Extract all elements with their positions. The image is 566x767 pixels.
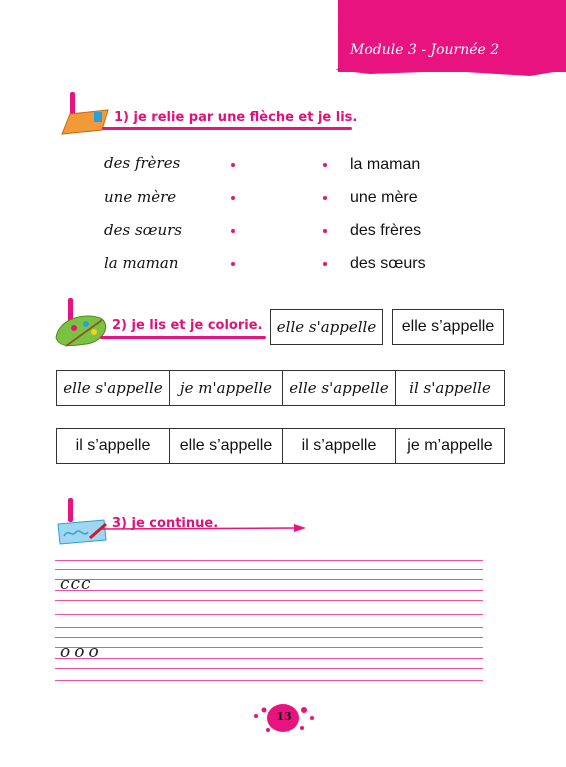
right-dot[interactable] — [323, 163, 327, 167]
section2-title: 2) je lis et je colorie. — [112, 318, 263, 333]
print-box[interactable]: il s’appelle — [56, 428, 170, 464]
notebook-icon — [58, 92, 114, 140]
left-dot[interactable] — [231, 262, 235, 266]
left-item: la maman — [104, 254, 179, 272]
right-dot[interactable] — [323, 262, 327, 266]
left-dot[interactable] — [231, 196, 235, 200]
print-box[interactable]: je m’appelle — [395, 428, 505, 464]
right-item: des sœurs — [350, 255, 426, 272]
model-ccc: ccc — [60, 574, 92, 594]
right-item: une mère — [350, 189, 418, 206]
right-item: des frères — [350, 222, 422, 239]
model-ooo: ooo — [60, 642, 103, 662]
right-dot[interactable] — [323, 229, 327, 233]
palette-icon — [52, 298, 112, 352]
example-box-cursive: elle s'appelle — [270, 309, 383, 345]
left-item: des frères — [104, 154, 181, 172]
right-item: la maman — [350, 156, 421, 173]
example-box-print: elle s’appelle — [392, 309, 504, 345]
left-item: une mère — [104, 188, 177, 206]
left-item: des sœurs — [104, 221, 183, 239]
print-box[interactable]: elle s’appelle — [169, 428, 283, 464]
cursive-box[interactable]: il s'appelle — [395, 370, 505, 406]
section1-underline — [102, 127, 352, 130]
module-title: Module 3 - Journée 2 — [350, 42, 500, 58]
arrow-icon — [100, 522, 310, 532]
cursive-box[interactable]: elle s'appelle — [56, 370, 170, 406]
right-dot[interactable] — [323, 196, 327, 200]
section1-title: 1) je relie par une flèche et je lis. — [114, 110, 358, 125]
page-number: 13 — [276, 710, 292, 723]
section3-title: 3) je continue. — [112, 516, 219, 531]
print-box[interactable]: il s’appelle — [282, 428, 396, 464]
banner-brush-edge — [330, 0, 566, 80]
cursive-box[interactable]: elle s'appelle — [282, 370, 396, 406]
cursive-box[interactable]: je m'appelle — [169, 370, 283, 406]
left-dot[interactable] — [231, 163, 235, 167]
left-dot[interactable] — [231, 229, 235, 233]
section2-underline — [100, 336, 266, 339]
